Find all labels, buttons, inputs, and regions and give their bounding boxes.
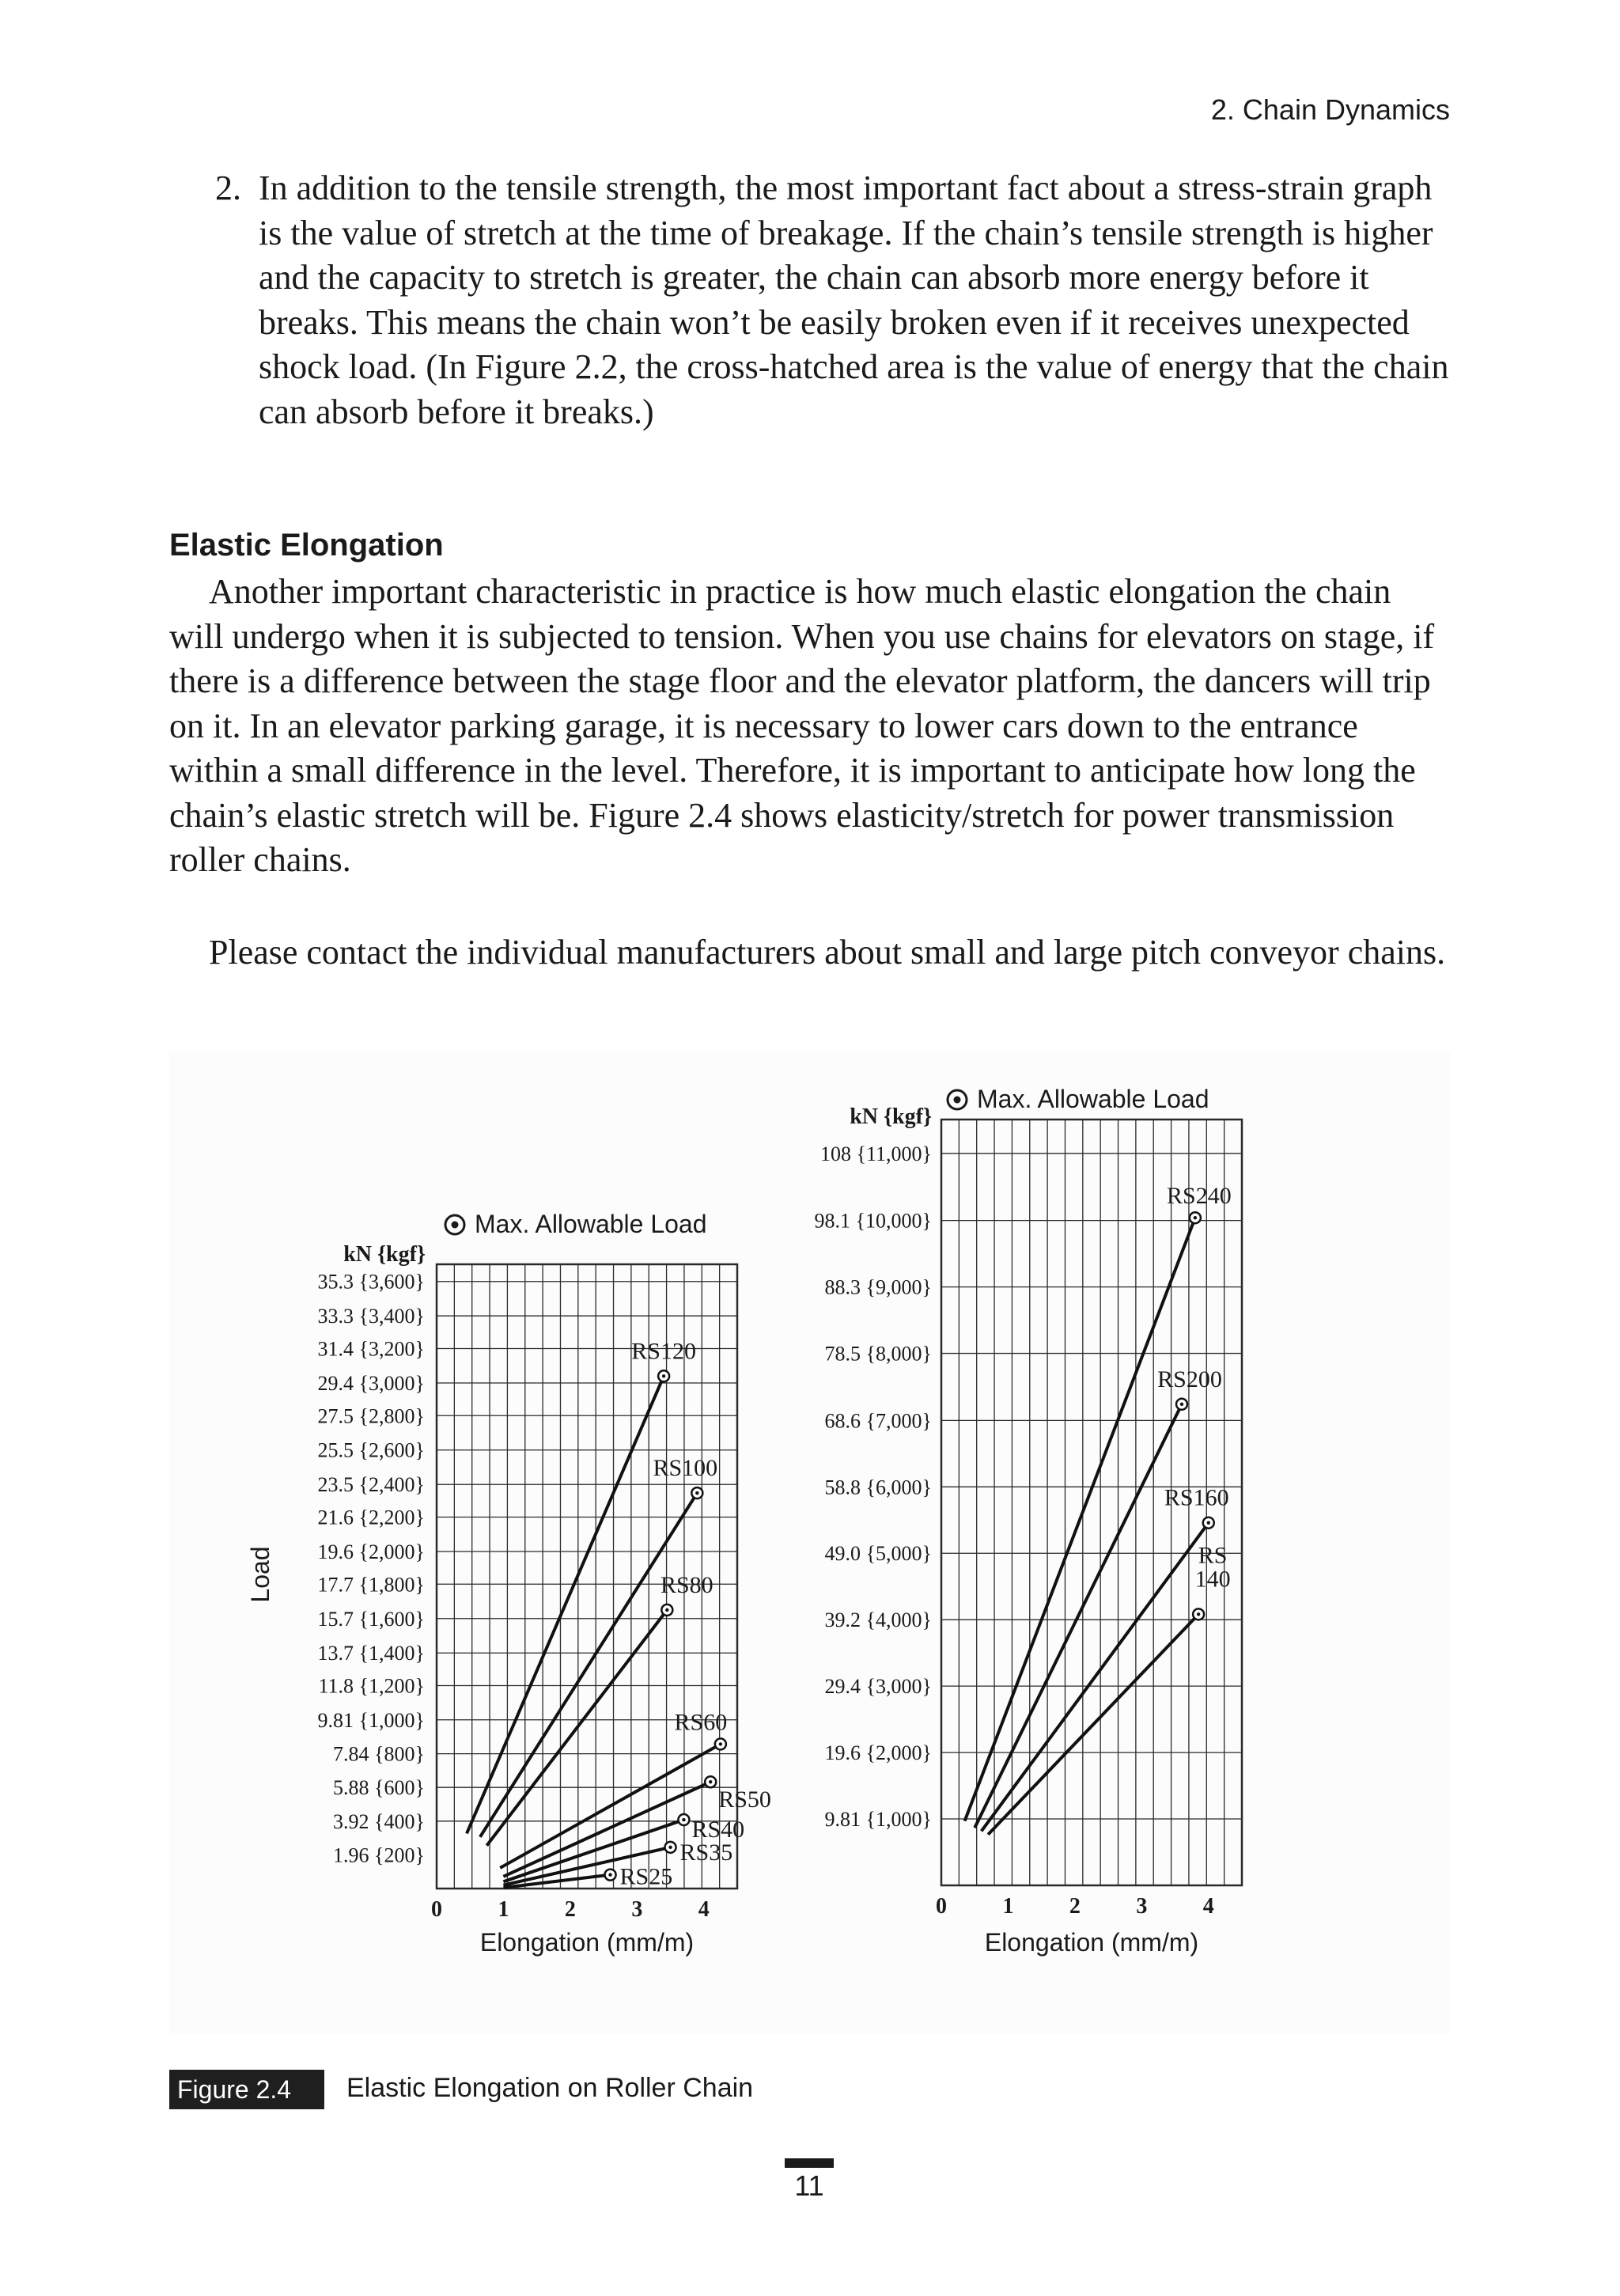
y-tick-label: 49.0 {5,000} bbox=[824, 1542, 932, 1566]
series-label: RS200 bbox=[1157, 1366, 1222, 1392]
series-label: RS40 bbox=[691, 1817, 745, 1843]
x-tick-label: 4 bbox=[698, 1897, 710, 1922]
x-tick-label: 3 bbox=[631, 1897, 643, 1922]
x-tick-label: 4 bbox=[1202, 1894, 1214, 1919]
y-tick-label: 17.7 {1,800} bbox=[317, 1573, 425, 1597]
series-label: RS160 bbox=[1164, 1484, 1229, 1511]
unit-label: kN {kgf} bbox=[850, 1104, 932, 1129]
x-axis-label: Elongation (mm/m) bbox=[984, 1928, 1199, 1957]
unit-label: kN {kgf} bbox=[343, 1242, 426, 1267]
y-tick-label: 5.88 {600} bbox=[333, 1776, 425, 1800]
y-tick-label: 7.84 {800} bbox=[333, 1742, 425, 1766]
y-tick-label: 23.5 {2,400} bbox=[317, 1473, 425, 1497]
y-tick-label: 19.6 {2,000} bbox=[317, 1540, 425, 1563]
series-label: RS25 bbox=[619, 1863, 673, 1890]
paragraph-2: Please contact the individual manufacturers about small and large pitch conveyor chains. bbox=[209, 933, 1446, 972]
y-tick-label: 39.2 {4,000} bbox=[824, 1608, 932, 1632]
y-tick-label: 68.6 {7,000} bbox=[824, 1409, 932, 1433]
series-label: RS120 bbox=[631, 1338, 696, 1365]
y-tick-label: 31.4 {3,200} bbox=[317, 1337, 425, 1361]
x-tick-label: 1 bbox=[1002, 1894, 1014, 1919]
series-label: RS80 bbox=[660, 1571, 713, 1598]
list-item-number: 2. bbox=[215, 169, 241, 207]
series-label: RS240 bbox=[1167, 1183, 1232, 1210]
section-heading: Elastic Elongation bbox=[169, 528, 444, 563]
series-label: RS 140 bbox=[1194, 1542, 1231, 1593]
x-tick-label: 0 bbox=[431, 1897, 442, 1922]
legend-label: Max. Allowable Load bbox=[977, 1085, 1209, 1113]
y-tick-label: 25.5 {2,600} bbox=[317, 1438, 425, 1462]
y-tick-label: 33.3 {3,400} bbox=[317, 1305, 425, 1328]
y-tick-label: 21.6 {2,200} bbox=[317, 1506, 425, 1529]
y-tick-label: 98.1 {10,000} bbox=[814, 1209, 932, 1233]
paragraph-1: Another important characteristic in practice is how much elastic elongation the chain will undergo when it is subjected to tension. When you use chains for elevators on stage, if there is a difference between the stage floor and the elevator platform, the dancers will trip on it. In an elevator parking garage, it is necessary to lower cars down to the entrance within a small difference in the level. Therefore, it is important to anticipate how long the chain’s elastic stretch will be. Figure 2.4 shows elasticity/stretch for power transmission roller chains. bbox=[169, 572, 1435, 879]
y-tick-label: 9.81 {1,000} bbox=[824, 1807, 932, 1831]
y-tick-label: 1.96 {200} bbox=[333, 1843, 425, 1867]
figure-background bbox=[169, 1052, 1451, 2033]
y-tick-label: 11.8 {1,200} bbox=[318, 1674, 425, 1698]
x-axis-label: Elongation (mm/m) bbox=[479, 1928, 695, 1957]
list-item-2 bbox=[215, 166, 1449, 434]
y-tick-label: 88.3 {9,000} bbox=[824, 1275, 932, 1299]
y-axis-label: Load bbox=[246, 1546, 274, 1603]
legend-label: Max. Allowable Load bbox=[475, 1210, 707, 1238]
y-tick-label: 9.81 {1,000} bbox=[317, 1708, 425, 1732]
y-tick-label: 27.5 {2,800} bbox=[317, 1404, 425, 1428]
y-tick-label: 78.5 {8,000} bbox=[824, 1342, 932, 1366]
series-label: RS100 bbox=[653, 1455, 718, 1482]
series-label: RS35 bbox=[679, 1839, 733, 1866]
y-tick-label: 108 {11,000} bbox=[820, 1142, 932, 1165]
y-tick-label: 35.3 {3,600} bbox=[317, 1270, 425, 1294]
y-tick-label: 13.7 {1,400} bbox=[317, 1642, 425, 1665]
y-tick-label: 58.8 {6,000} bbox=[824, 1476, 932, 1499]
list-item-text: In addition to the tensile strength, the most important fact about a stress-strain graph is the value of stretch at the time of breakage. If the chain’s tensile strength is higher and the capacity to stretch is greater, the chain can absorb more energy before it breaks. This means the chain won’t be easily broken even if it receives unexpected shock load. (In Figure 2.2, the cross-hatched area is the value of energy that the chain can absorb before it breaks.) bbox=[259, 169, 1449, 431]
figure-number: Figure 2.4 bbox=[169, 2070, 324, 2109]
y-tick-label: 15.7 {1,600} bbox=[317, 1607, 425, 1631]
running-head: 2. Chain Dynamics bbox=[1210, 93, 1450, 126]
y-tick-label: 29.4 {3,000} bbox=[824, 1675, 932, 1699]
page-number-bar bbox=[785, 2158, 834, 2168]
y-tick-label: 3.92 {400} bbox=[333, 1809, 425, 1833]
x-tick-label: 1 bbox=[498, 1897, 509, 1922]
x-tick-label: 2 bbox=[564, 1897, 576, 1922]
series-label: RS50 bbox=[718, 1786, 771, 1813]
figure-caption: Elastic Elongation on Roller Chain bbox=[346, 2073, 754, 2103]
x-tick-label: 3 bbox=[1136, 1894, 1148, 1919]
series-label: RS60 bbox=[674, 1709, 728, 1736]
x-tick-label: 2 bbox=[1069, 1894, 1081, 1919]
x-tick-label: 0 bbox=[936, 1894, 947, 1919]
y-tick-label: 19.6 {2,000} bbox=[824, 1741, 932, 1765]
page-number: 11 bbox=[794, 2169, 824, 2202]
y-tick-label: 29.4 {3,000} bbox=[317, 1371, 425, 1395]
